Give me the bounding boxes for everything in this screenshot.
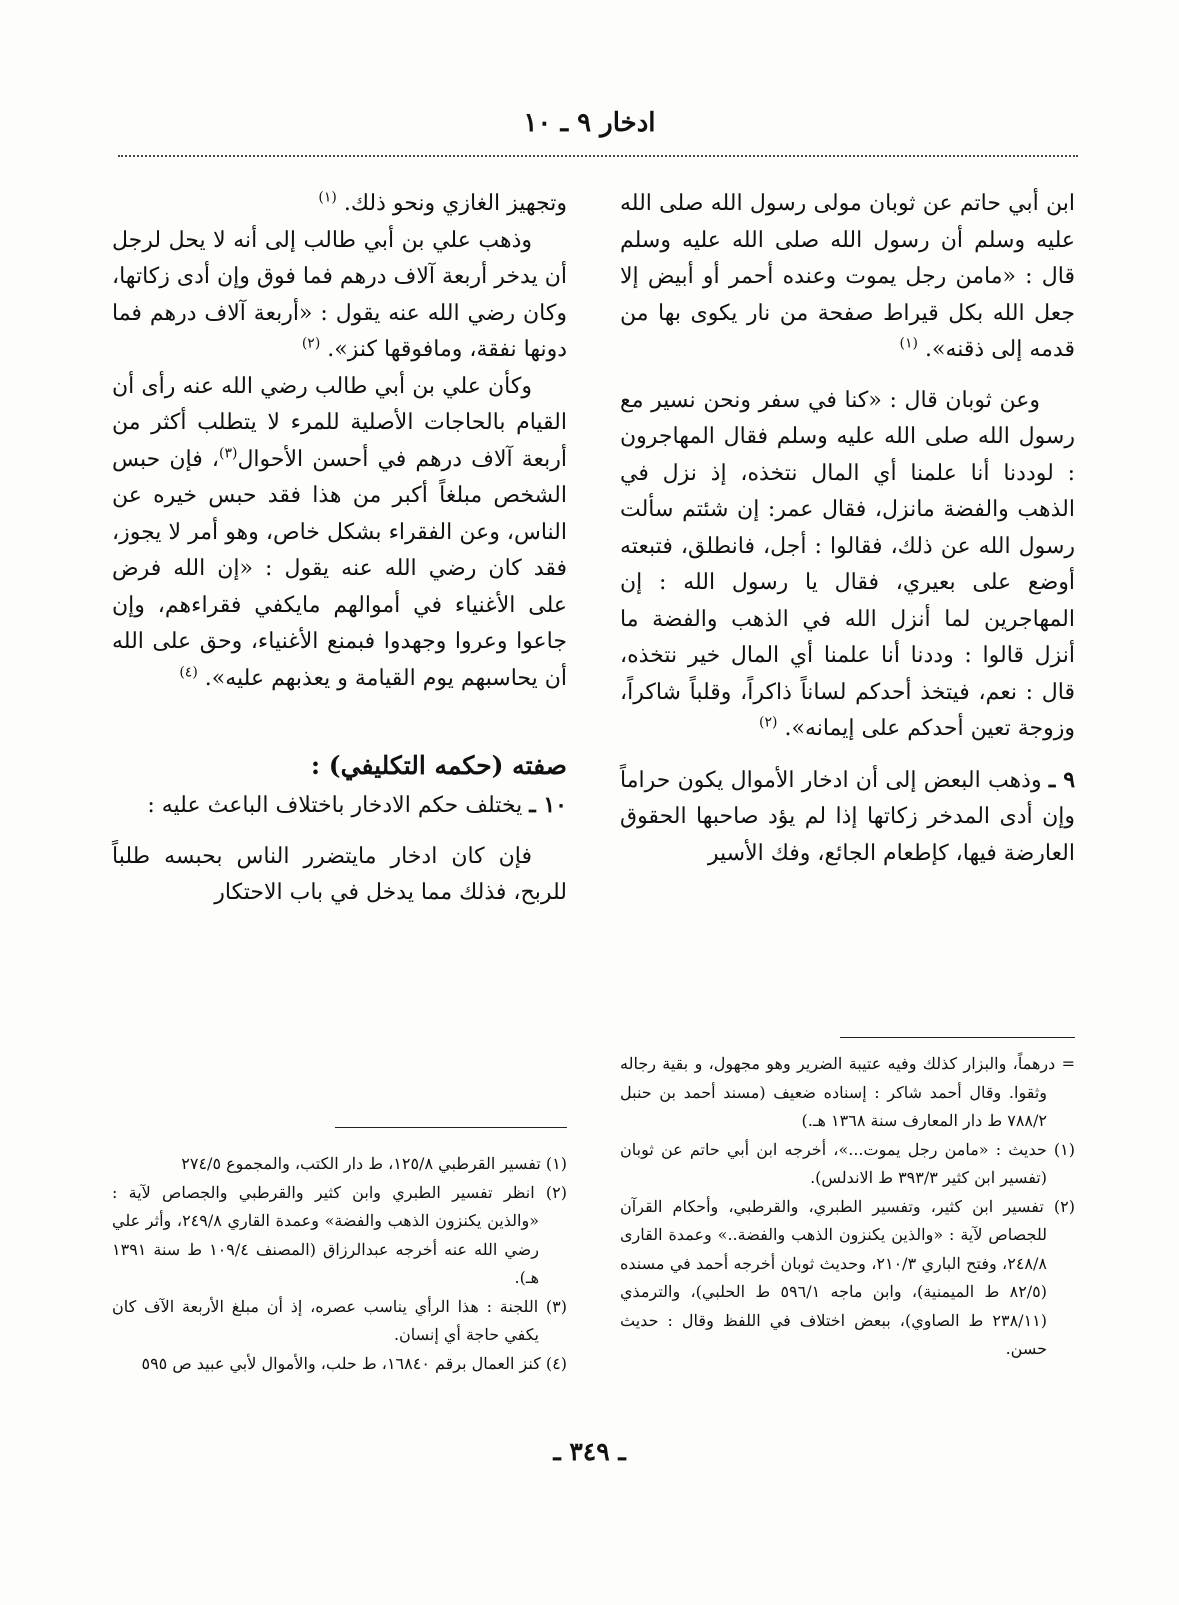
footnote: (٣) اللجنة : هذا الرأي يناسب عصره، إذ أن مبلغ الأربعة الآف كان يكفي حاجة أي إنسان. — [112, 1296, 567, 1344]
footnotes-right — [620, 1050, 1075, 1364]
paragraph — [112, 839, 567, 912]
paragraph-text: يختلف حكم الادخار باختلاف الباعث عليه : — [147, 793, 523, 818]
paragraph-text: وعن ثوبان قال : «كنا في سفر ونحن نسير مع رسول الله صلى الله عليه وسلم فقال المهاجرون : لوددنا أنا علمنا أي المال نتخذه، إذ نزل في الذهب والفضة مانزل، فقال عمر: إن شئتم سألت رسول الله عن ذلك، فقالوا : أجل، فانطلق، فتبعته أوضع على بعيري، فقال يا رسول الله : إن المهاجرين لما أنزل الله في الذهب والفضة ما أنزل قالوا : وددنا أنا علمنا أي المال خير نتخذه، قال : نعم، فيتخذ أحدكم لساناً ذاكراً، وقلباً شاكراً، وزوجة تعين أحدكم على إيمانه». — [620, 387, 1075, 741]
footnote: (٢) انظر تفسير الطبري وابن كثير والقرطبي والجصاص لآية : «والذين يكنزون الذهب والفضة» وعمدة القاري ٢٤٩/٨، وأثر علي رضي الله عنه أخرجه عبدالرزاق (المصنف ١٠٩/٤ ط سنة ١٣٩١ هـ). — [112, 1182, 567, 1287]
footnote: (١) تفسير القرطبي ١٢٥/٨، ط دار الكتب، والمجموع ٢٧٤/٥ — [181, 1154, 567, 1173]
paragraph — [112, 223, 567, 369]
footnote-ref: (٣) — [218, 445, 238, 462]
footnote-ref: (٤) — [179, 664, 198, 681]
paragraph-text: ابن أبي حاتم عن ثوبان مولى رسول الله صلى الله عليه وسلم أن رسول الله صلى الله عليه وسلم قال : «مامن رجل يموت وعنده أحمر أو أبيض إلا جعل الله بكل قيراط صفحة من نار يكوى بها من قدمه إلى ذقنه». — [620, 191, 1075, 362]
paragraph — [112, 787, 567, 825]
paragraph-text: وذهب البعض إلى أن ادخار الأموال يكون حراماً وإن أدى المدخر زكاتها إذا لم يؤد صاحبها الحقوق العارضة فيها، كإطعام الجائع، وفك الأسير — [620, 767, 1075, 866]
footnote-ref: (٢) — [759, 714, 778, 731]
header-dotted-rule — [118, 155, 1078, 157]
footnote: = درهماً، والبزار كذلك وفيه عتيبة الضرير وهو مجهول، و بقية رجاله وثقوا. وقال أحمد شاكر : إسناده ضعيف (مسند أحمد بن حنبل ٧٨٨/٢ ط دار المعارف سنة ١٣٦٨ هـ.) — [620, 1054, 1075, 1130]
footnote-ref: (١) — [318, 189, 337, 206]
paragraph — [112, 369, 567, 698]
footnote: (٢) تفسير ابن كثير، وتفسير الطبري، والقرطبي، وأحكام القرآن للجصاص لآية : «والذين يكنزون الذهب والفضة..» وعمدة القارى ٢٤٨/٨، وفتح الباري ٢١٠/٣، وحديث ثوبان أخرجه أحمد في مسنده (٨٢/٥ ط الميمنية)، وابن ماجه ٥٩٦/١ ط الحلبي)، والترمذي (٢٣٨/١١ ط الصاوي)، ببعض اختلاف في اللفظ وقال : حديث حسن. — [620, 1196, 1075, 1358]
paragraph — [620, 383, 1075, 748]
paragraph-text: وذهب علي بن أبي طالب إلى أنه لا يحل لرجل أن يدخر أربعة آلاف درهم فما فوق وإن أدى زكاتها، وكان رضي الله عنه يقول : «أربعة آلاف درهم فما دونها نفقة، ومافوقها كنز». — [112, 227, 567, 362]
footnote: (١) حديث : «مامن رجل يموت...»، أخرجه ابن أبي حاتم عن ثوبان (تفسير ابن كثير ٣٩٣/٣ ط الاندلس). — [620, 1139, 1075, 1187]
footnote-ref: (١) — [899, 335, 919, 352]
paragraph-number: ١٠ ـ — [529, 792, 567, 818]
right-column — [620, 186, 1075, 872]
footnote-ref: (٢) — [301, 335, 321, 352]
footnote: (٤) كنز العمال برقم ١٦٨٤٠، ط حلب، والأموال لأبي عبيد ص ٥٩٥ — [141, 1353, 567, 1373]
left-column — [112, 186, 567, 912]
section-title: صفته (حكمه التكليفي) : — [310, 751, 567, 780]
page-number: ـ ٣٤٩ ـ — [553, 1437, 626, 1466]
paragraph — [112, 186, 567, 223]
footnote-rule — [335, 1127, 567, 1128]
paragraph — [620, 762, 1075, 873]
footnotes-left — [112, 1150, 567, 1378]
footnote-rule — [840, 1037, 1075, 1038]
paragraph-text: وكأن علي بن أبي طالب رضي الله عنه رأى أن القيام بالحاجات الأصلية للمرء لا يتطلب أكثر من أربعة آلاف درهم في أحسن الأحوال — [112, 373, 567, 472]
paragraph-text: وتجهيز الغازي ونحو ذلك. — [343, 191, 567, 216]
paragraph-number: ٩ ـ — [1048, 766, 1076, 793]
paragraph-text: ، فإن حبس الشخص مبلغاً أكبر من هذا فقد حبس خيره عن الناس، وعن الفقراء بشكل خاص، وهو أمر لا يجوز، فقد كان رضي الله عنه يقول : «إن الله فرض على الأغنياء في أموالهم مايكفي فقراءهم، وإن جاعوا وعروا وجهدوا فبمنع الأغنياء، وحق على الله أن يحاسبهم يوم القيامة و يعذبهم عليه». — [112, 446, 567, 691]
paragraph-text: فإن كان ادخار مايتضرر الناس بحبسه طلباً للربح، فذلك مما يدخل في باب الاحتكار — [112, 843, 567, 905]
paragraph — [620, 186, 1075, 369]
running-header: ادخار ٩ ـ ١٠ — [523, 108, 656, 138]
